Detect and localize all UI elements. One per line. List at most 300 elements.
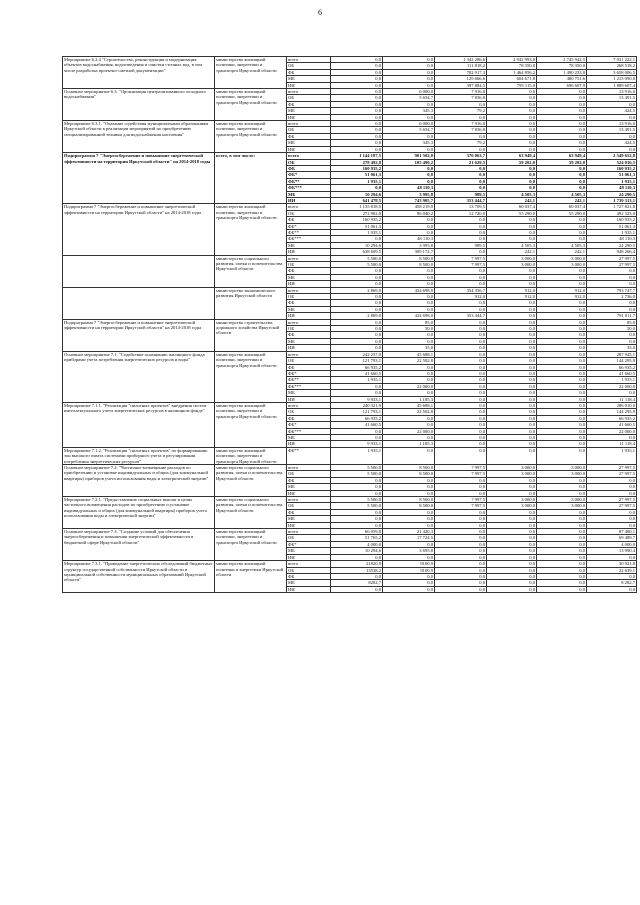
amount-cell: 7 916,0 [435, 121, 487, 127]
amount-cell: 27 997,5 [587, 465, 637, 471]
amount-cell: 0,0 [383, 217, 435, 223]
amount-cell: 24 290,5 [587, 191, 637, 197]
funding-source: МБ [287, 390, 331, 396]
executor: министерство строительства, дорожного хозяйства Иркутской области [215, 319, 287, 351]
funding-source: ФБ [287, 509, 331, 515]
amount-cell: 0,0 [587, 477, 637, 483]
amount-cell: 21 629,5 [435, 159, 487, 165]
amount-cell: 376 063,7 [435, 153, 487, 159]
amount-cell: 0,0 [487, 535, 537, 541]
funding-source: ФБ*** [287, 185, 331, 191]
funding-source: МБ [287, 108, 331, 114]
amount-cell: 3 000,0 [487, 497, 537, 503]
amount-cell: 0,0 [487, 541, 537, 547]
activity-name [63, 287, 215, 319]
activity-name: Подпрограмма 7 "Энергосбережение и повышение энергетической эффективности на территории Иркутской области" на 2014-2018 годы [63, 204, 215, 255]
amount-cell: 0,0 [435, 409, 487, 415]
funding-source: ОБ [287, 210, 331, 216]
amount-cell: 0,0 [435, 268, 487, 274]
amount-cell: 0,0 [537, 422, 587, 428]
amount-cell: 0,0 [537, 390, 587, 396]
amount-cell: 0,0 [435, 522, 487, 528]
amount-cell: 0,0 [487, 477, 537, 483]
amount-cell: 0,0 [487, 516, 537, 522]
funding-source: ОБ [287, 63, 331, 69]
amount-cell: 287 945,1 [587, 351, 637, 357]
funding-source: ИИ [287, 82, 331, 88]
funding-source: ОБ [287, 409, 331, 415]
amount-cell: 0,0 [587, 268, 637, 274]
amount-cell: 0,0 [537, 133, 587, 139]
executor: министерство социального развития, опеки и попечительства Иркутской области [215, 255, 287, 287]
amount-cell: 121 793,1 [331, 409, 383, 415]
amount-cell: 0,0 [331, 306, 383, 312]
amount-cell: 3 000,0 [487, 465, 537, 471]
amount-cell: 0,0 [435, 516, 487, 522]
amount-cell: 2 942 993,0 [487, 57, 537, 63]
amount-cell: 0,0 [537, 165, 587, 171]
amount-cell: 0,0 [537, 172, 587, 178]
amount-cell: 0,0 [383, 509, 435, 515]
amount-cell: 0,0 [435, 300, 487, 306]
amount-cell: 0,0 [537, 146, 587, 152]
funding-source: ФБ [287, 165, 331, 171]
amount-cell: 0,0 [383, 490, 435, 496]
amount-cell: 0,0 [537, 121, 587, 127]
amount-cell: 0,0 [435, 165, 487, 171]
funding-source: ФБ [287, 332, 331, 338]
amount-cell: 48 110,3 [383, 185, 435, 191]
funding-source: ОБ [287, 95, 331, 101]
amount-cell: 0,0 [331, 490, 383, 496]
amount-cell: 1 739 313,1 [587, 197, 637, 203]
amount-cell: 0,0 [487, 345, 537, 351]
amount-cell: 45 688,1 [383, 402, 435, 408]
amount-cell: 424,5 [587, 140, 637, 146]
amount-cell: 22 502,8 [383, 409, 435, 415]
amount-cell: 55 290,0 [487, 210, 537, 216]
funding-source: ФБ** [287, 447, 331, 464]
amount-cell: 0,0 [537, 383, 587, 389]
amount-cell: 51 061,3 [331, 172, 383, 178]
amount-cell: 0,0 [435, 390, 487, 396]
amount-cell: 10 294,6 [331, 242, 383, 248]
amount-cell: 0,0 [537, 364, 587, 370]
amount-cell: 8 500,0 [383, 497, 435, 503]
amount-cell: 0,0 [587, 554, 637, 560]
amount-cell: 17 724,5 [383, 535, 435, 541]
amount-cell: 0,0 [383, 306, 435, 312]
amount-cell: 105 490,2 [383, 159, 435, 165]
amount-cell: 0,0 [487, 415, 537, 421]
amount-cell: 0,0 [383, 484, 435, 490]
funding-source: МБ [287, 516, 331, 522]
activity-name: Основное мероприятие 7.3. "Создание условий для обеспечения энергосбережения и повышения энергетической эффективности в бюджетной сфере Иркутской области" [63, 529, 215, 561]
amount-cell: 0,0 [487, 561, 537, 567]
amount-cell: 0,0 [435, 447, 487, 464]
funding-source: ФБ [287, 268, 331, 274]
amount-cell: 0,0 [383, 377, 435, 383]
amount-cell: 240 321,9 [331, 402, 383, 408]
amount-cell: 22 000,0 [383, 428, 435, 434]
amount-cell: 912,0 [487, 287, 537, 293]
amount-cell: 13 491,5 [587, 127, 637, 133]
funding-source: ФБ*** [287, 428, 331, 434]
amount-cell: 0,0 [537, 554, 587, 560]
amount-cell: 2 869,0 [331, 287, 383, 293]
amount-cell: 0,0 [487, 580, 537, 586]
amount-cell: 78 350,0 [537, 63, 587, 69]
amount-cell: 10 294,6 [331, 191, 383, 197]
amount-cell: 0,0 [537, 441, 587, 447]
amount-cell: 7 916,0 [435, 89, 487, 95]
amount-cell: 9100,9 [383, 567, 435, 573]
amount-cell: 0,0 [331, 76, 383, 82]
amount-cell: 7 031 222,1 [587, 57, 637, 63]
amount-cell: 66 935,2 [587, 364, 637, 370]
amount-cell: 8 500,0 [383, 255, 435, 261]
activity-name: Основное мероприятие 7.1. "Содействие оснащению жилищного фонда приборами учета потребления энергетических ресурсов и воды" [63, 351, 215, 402]
amount-cell: 2 549 652,0 [587, 153, 637, 159]
amount-cell: 0,0 [487, 217, 537, 223]
amount-cell: 5 500,0 [331, 497, 383, 503]
amount-cell: 0,0 [435, 509, 487, 515]
amount-cell: 7 997,5 [435, 497, 487, 503]
executor: министерство жилищной политики, энергетики и транспорта Иркутской области [215, 121, 287, 153]
page-number: 6 [318, 8, 322, 17]
amount-cell: 0,0 [435, 338, 487, 344]
amount-cell: 0,0 [587, 332, 637, 338]
amount-cell: 458 219,0 [383, 204, 435, 210]
amount-cell: 0,0 [331, 522, 383, 528]
amount-cell: 0,0 [487, 319, 537, 325]
amount-cell: 48 110,3 [587, 185, 637, 191]
amount-cell: 242,1 [537, 249, 587, 255]
amount-cell: 641 478,5 [331, 197, 383, 203]
amount-cell: 0,0 [383, 165, 435, 171]
amount-cell: 0,0 [435, 422, 487, 428]
amount-cell: 0,0 [435, 223, 487, 229]
amount-cell: 21820,9 [331, 561, 383, 567]
funding-source: МБ [287, 140, 331, 146]
amount-cell: 51 061,3 [587, 172, 637, 178]
funding-source: ИИ [287, 114, 331, 120]
amount-cell: 0,0 [331, 509, 383, 515]
amount-cell: 0,0 [537, 101, 587, 107]
funding-source: МБ [287, 580, 331, 586]
amount-cell: 989,5 [435, 242, 487, 248]
amount-cell: 0,0 [383, 294, 435, 300]
amount-cell: 4 505,3 [487, 242, 537, 248]
amount-cell: 7 836,8 [435, 95, 487, 101]
amount-cell: 1 185,3 [383, 396, 435, 402]
amount-cell: 912,0 [435, 294, 487, 300]
amount-cell: 0,0 [537, 402, 587, 408]
amount-cell: 0,0 [537, 351, 587, 357]
amount-cell: 353 444,7 [435, 197, 487, 203]
amount-cell: 5 654,7 [383, 127, 435, 133]
amount-cell: 0,0 [537, 447, 587, 464]
amount-cell: 30 921,8 [587, 561, 637, 567]
amount-cell: 9 933,1 [331, 396, 383, 402]
amount-cell: 0,0 [383, 229, 435, 235]
amount-cell: 0,0 [487, 409, 537, 415]
amount-cell: 0,0 [435, 441, 487, 447]
amount-cell: 0,0 [383, 338, 435, 344]
amount-cell: 129 666,6 [435, 76, 487, 82]
amount-cell: 0,0 [537, 548, 587, 554]
amount-cell: 66 935,2 [331, 415, 383, 421]
amount-cell: 0,0 [331, 484, 383, 490]
executor: министерство жилищной политики, энергетики и транспорта Иркутской области [215, 351, 287, 402]
amount-cell: 0,0 [487, 441, 537, 447]
amount-cell: 434 698,0 [383, 313, 435, 319]
amount-cell: 0,0 [587, 281, 637, 287]
amount-cell: 1 727 821,8 [587, 204, 637, 210]
funding-source: ФБ [287, 69, 331, 75]
amount-cell: 0,0 [537, 332, 587, 338]
amount-cell: 8282,7 [331, 580, 383, 586]
amount-cell: 0,0 [487, 185, 537, 191]
funding-source: всего [287, 89, 331, 95]
funding-source: ФБ* [287, 370, 331, 376]
activity-name: Основное мероприятие 6.3. "Организация централизованного холодного водоснабжения" [63, 89, 215, 121]
funding-source: всего [287, 465, 331, 471]
amount-cell: 268 518,2 [587, 63, 637, 69]
amount-cell: 13538,2 [331, 567, 383, 573]
activity-name: Мероприятие 7.1.1. "Реализация "пилотных проектов" внедрения систем интеллектуального учета энергетических ресурсов в жилищном фонде" [63, 402, 215, 447]
funding-source: ФБ* [287, 422, 331, 428]
amount-cell: 0,0 [435, 370, 487, 376]
amount-cell: 0,0 [537, 567, 587, 573]
amount-cell: 0,0 [435, 172, 487, 178]
activity-name: Мероприятие 7.1.2. "Реализация "пилотных проектов" по формированию зон высокого охвата системами приборного учета и регулирования потребления энергетических ресурсов" [63, 447, 215, 464]
activity-name: Подпрограмма 7 "Энергосбережение и повышение энергетической эффективности на территории Иркутской области" на 2014-2018 годы [63, 319, 215, 351]
amount-cell: 27 997,5 [587, 262, 637, 268]
amount-cell: 0,0 [383, 522, 435, 528]
amount-cell: 0,0 [331, 294, 383, 300]
amount-cell: 0,0 [487, 396, 537, 402]
amount-cell: 3 000,0 [487, 503, 537, 509]
amount-cell: 0,0 [537, 580, 587, 586]
funding-source: ИИ [287, 345, 331, 351]
amount-cell: 793 747,7 [587, 287, 637, 293]
amount-cell: 6 000,0 [383, 121, 435, 127]
funding-source: ФБ [287, 415, 331, 421]
amount-cell: 0,0 [435, 306, 487, 312]
funding-source: ФБ** [287, 178, 331, 184]
amount-cell: 22 639,1 [587, 567, 637, 573]
amount-cell: 0,0 [331, 477, 383, 483]
amount-cell: 0,0 [537, 326, 587, 332]
amount-cell: 3 000,0 [537, 262, 587, 268]
amount-cell: 0,0 [537, 541, 587, 547]
amount-cell: 0,0 [435, 345, 487, 351]
amount-cell: 0,0 [331, 428, 383, 434]
amount-cell: 0,0 [587, 338, 637, 344]
amount-cell: 0,0 [537, 300, 587, 306]
amount-cell: 0,0 [383, 586, 435, 592]
amount-cell: 13 916,0 [587, 89, 637, 95]
amount-cell: 0,0 [537, 268, 587, 274]
amount-cell: 0,0 [537, 89, 587, 95]
funding-source: МБ [287, 191, 331, 197]
amount-cell: 480 751,6 [537, 76, 587, 82]
amount-cell: 345,3 [383, 140, 435, 146]
amount-cell: 22 000,0 [383, 383, 435, 389]
amount-cell: 10 294,6 [331, 548, 383, 554]
amount-cell: 0,0 [537, 484, 587, 490]
amount-cell: 524 016,5 [587, 159, 637, 165]
amount-cell: 0,0 [537, 140, 587, 146]
amount-cell: 0,0 [435, 477, 487, 483]
amount-cell: 0,0 [331, 586, 383, 592]
amount-cell: 0,0 [383, 114, 435, 120]
amount-cell: 0,0 [435, 358, 487, 364]
amount-cell: 0,0 [383, 69, 435, 75]
amount-cell: 48 110,3 [587, 236, 637, 242]
amount-cell: 0,0 [435, 274, 487, 280]
amount-cell: 0,0 [435, 351, 487, 357]
amount-cell: 0,0 [487, 522, 537, 528]
amount-cell: 111 818,2 [435, 63, 487, 69]
funding-source: МБ [287, 548, 331, 554]
amount-cell: 1 135 818,5 [331, 204, 383, 210]
amount-cell: 0,0 [487, 383, 537, 389]
amount-cell: 0,0 [435, 377, 487, 383]
amount-cell: 0,0 [487, 567, 537, 573]
amount-cell: 1 935,1 [331, 229, 383, 235]
amount-cell: 0,0 [587, 484, 637, 490]
amount-cell: 0,0 [537, 306, 587, 312]
executor: министерство жилищной политики, энергетики и транспорта Иркутской области [215, 89, 287, 121]
amount-cell: 1 935,1 [587, 178, 637, 184]
amount-cell: 0,0 [331, 268, 383, 274]
amount-cell: 3 995,8 [383, 191, 435, 197]
amount-cell: 345,3 [383, 108, 435, 114]
amount-cell: 0,0 [487, 306, 537, 312]
amount-cell: 0,0 [435, 332, 487, 338]
amount-cell: 160 935,2 [331, 217, 383, 223]
amount-cell: 0,0 [435, 484, 487, 490]
amount-cell: 0,0 [537, 95, 587, 101]
amount-cell: 0,0 [487, 390, 537, 396]
amount-cell: 0,0 [331, 338, 383, 344]
amount-cell: 0,0 [537, 313, 587, 319]
amount-cell: 7 997,5 [435, 255, 487, 261]
amount-cell: 0,0 [331, 133, 383, 139]
amount-cell: 8 500,0 [383, 262, 435, 268]
amount-cell: 0,0 [537, 409, 587, 415]
funding-source: всего [287, 255, 331, 261]
amount-cell: 5 500,0 [331, 262, 383, 268]
amount-cell: 0,0 [487, 554, 537, 560]
amount-cell: 22 000,0 [587, 383, 637, 389]
funding-source: всего [287, 121, 331, 127]
amount-cell: 0,0 [487, 108, 537, 114]
amount-cell: 5 500,0 [331, 471, 383, 477]
amount-cell: 0,0 [487, 573, 537, 579]
amount-cell: 0,0 [331, 554, 383, 560]
amount-cell: 0,0 [587, 434, 637, 440]
table-row [63, 447, 637, 464]
amount-cell: 1 935,1 [331, 447, 383, 464]
amount-cell: 0,0 [383, 178, 435, 184]
funding-source: ФБ*** [287, 383, 331, 389]
amount-cell: 12 720,0 [435, 210, 487, 216]
amount-cell: 0,0 [487, 146, 537, 152]
amount-cell: 0,0 [435, 364, 487, 370]
amount-cell: 5 500,0 [331, 255, 383, 261]
amount-cell: 0,0 [435, 415, 487, 421]
amount-cell: 0,0 [537, 178, 587, 184]
activity-name: Подпрограмма 7 "Энергосбережение и повышение энергетической эффективности на территории Иркутской области" на 2014-2018 годы [63, 153, 215, 204]
amount-cell: 286 010,0 [587, 402, 637, 408]
amount-cell: 0,0 [487, 300, 537, 306]
amount-cell: 45 688,1 [383, 351, 435, 357]
amount-cell: 0,0 [537, 274, 587, 280]
amount-cell: 0,0 [435, 146, 487, 152]
amount-cell: 0,0 [537, 509, 587, 515]
amount-cell: 0,0 [587, 133, 637, 139]
amount-cell: 0,0 [435, 281, 487, 287]
amount-cell: 0,0 [537, 490, 587, 496]
executor: министерство жилищной политики, энергетики и транспорта Иркутской области [215, 57, 287, 89]
amount-cell: 0,0 [537, 535, 587, 541]
amount-cell: 0,0 [383, 57, 435, 63]
amount-cell: 9 933,1 [331, 441, 383, 447]
amount-cell: 0,0 [435, 383, 487, 389]
amount-cell: 912,0 [537, 294, 587, 300]
amount-cell: 87 480,1 [587, 529, 637, 535]
funding-source: ИИ [287, 586, 331, 592]
amount-cell: 0,0 [487, 281, 537, 287]
amount-cell: 1 935,1 [587, 377, 637, 383]
amount-cell: 4 505,3 [487, 191, 537, 197]
funding-source: ФБ [287, 364, 331, 370]
executor: министерство жилищной политики, энергетики и транспорта Иркутской области [215, 529, 287, 561]
amount-cell: 0,0 [487, 338, 537, 344]
amount-cell: 242,1 [537, 197, 587, 203]
amount-cell: 0,0 [331, 434, 383, 440]
amount-cell: 4 000,0 [587, 541, 637, 547]
amount-cell: 0,0 [331, 236, 383, 242]
funding-source: ОБ [287, 326, 331, 332]
amount-cell: 3 000,0 [487, 262, 537, 268]
amount-cell: 0,0 [487, 274, 537, 280]
amount-cell: 0,0 [435, 133, 487, 139]
amount-cell: 0,0 [587, 490, 637, 496]
amount-cell: 7 997,5 [435, 465, 487, 471]
amount-cell: 0,0 [537, 377, 587, 383]
amount-cell: 0,0 [331, 390, 383, 396]
amount-cell: 3 695,8 [383, 548, 435, 554]
amount-cell: 0,0 [487, 548, 537, 554]
amount-cell: 63 949,4 [537, 153, 587, 159]
amount-cell: 60 037,4 [487, 204, 537, 210]
amount-cell: 0,0 [487, 178, 537, 184]
amount-cell: 0,0 [331, 319, 383, 325]
amount-cell: 272 982,8 [331, 210, 383, 216]
amount-cell: 0,0 [435, 580, 487, 586]
amount-cell: 0,0 [487, 326, 537, 332]
amount-cell: 0,0 [383, 541, 435, 547]
funding-source: ИИ [287, 522, 331, 528]
activity-name: Мероприятие 6.2.4 "Строительство, реконструкция и модернизация объектов водоснабжения, водоотведения и очистки сточных вод, в том числе разработка проектно-сметной документации" [63, 57, 215, 89]
amount-cell: 13 916,0 [587, 121, 637, 127]
amount-cell: 0,0 [487, 586, 537, 592]
amount-cell: 1 889 607,4 [587, 82, 637, 88]
